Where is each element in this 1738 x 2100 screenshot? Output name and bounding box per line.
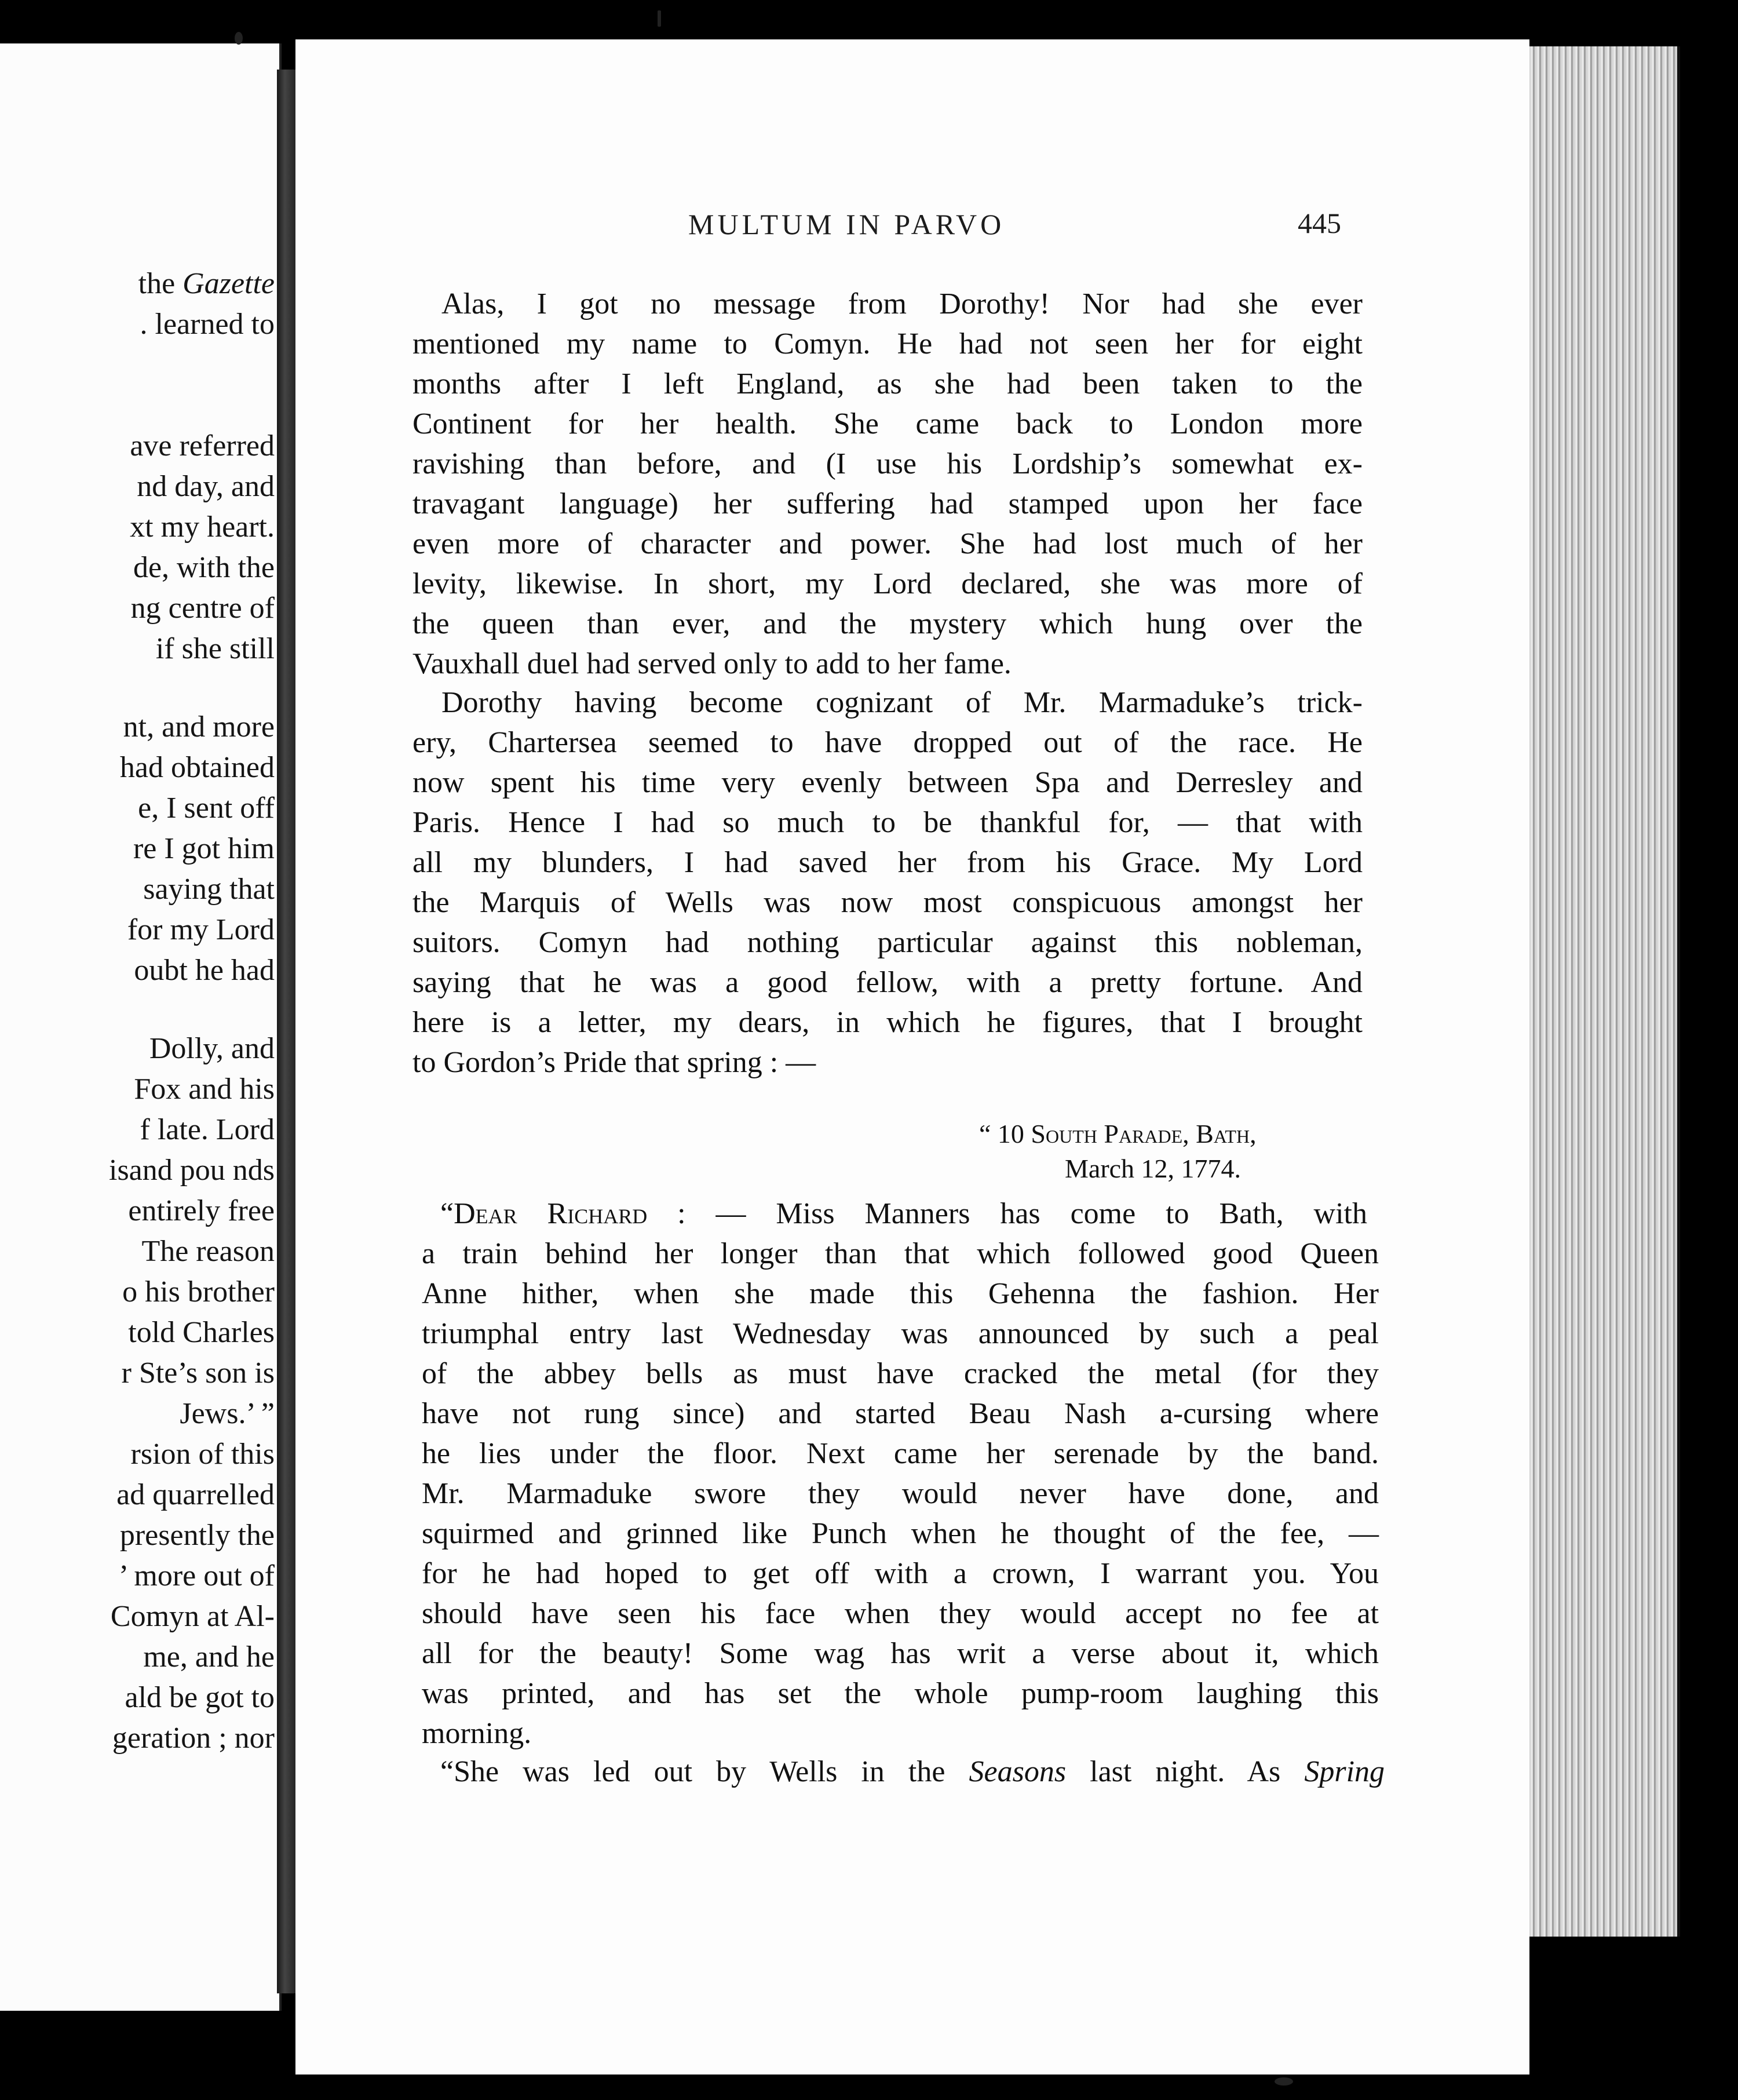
final-line-italic-spring: Spring bbox=[1304, 1755, 1385, 1788]
left-page-line: Comyn at Al- bbox=[110, 1600, 275, 1633]
p1-line: travagant language) her suffering had stamped upon her face bbox=[412, 487, 1363, 520]
left-page-line: ad quarrelled bbox=[116, 1478, 275, 1511]
left-page-line: presently the bbox=[119, 1519, 275, 1552]
letter-line: of the abbey bells as must have cracked the metal (for they bbox=[422, 1357, 1379, 1390]
left-page-line: de, with the bbox=[133, 551, 275, 584]
left-page-line: rsion of this bbox=[130, 1438, 275, 1471]
book-gutter bbox=[277, 70, 297, 1993]
letter-final-line bbox=[440, 1755, 1385, 1789]
p1-line: mentioned my name to Comyn. He had not seen her for eight bbox=[412, 327, 1363, 360]
p2-line: Dorothy having become cognizant of Mr. Marmaduke’s trick- bbox=[441, 686, 1363, 719]
left-page-line: told Charles bbox=[128, 1316, 275, 1349]
letter-salutation: “Dear Richard : — bbox=[440, 1197, 746, 1230]
scan-speck bbox=[1275, 2077, 1293, 2086]
left-page-line: for my Lord bbox=[127, 913, 275, 946]
letter-line: squirmed and grinned like Punch when he thought of the fee, — bbox=[422, 1517, 1379, 1550]
letter-line: a train behind her longer than that which followed good Queen bbox=[422, 1237, 1379, 1270]
p1-line: ravishing than before, and (I use his Lordship’s somewhat ex- bbox=[412, 447, 1363, 480]
letter-line: morning. bbox=[422, 1717, 532, 1750]
p2-line: here is a letter, my dears, in which he figures, that I brought bbox=[412, 1006, 1363, 1039]
p1-line: the queen than ever, and the mystery which hung over the bbox=[412, 607, 1363, 640]
left-page-line: . learned to bbox=[140, 308, 275, 341]
p2-line: suitors. Comyn had nothing particular against this nobleman, bbox=[412, 926, 1363, 959]
letter-line: all for the beauty! Some wag has writ a verse about it, which bbox=[422, 1637, 1379, 1670]
letter-line: for he had hoped to get off with a crown, I warrant you. You bbox=[422, 1557, 1379, 1590]
left-page-line: had obtained bbox=[119, 751, 275, 784]
left-page-line: o his brother bbox=[122, 1275, 275, 1308]
p1-line: levity, likewise. In short, my Lord declared, she was more of bbox=[412, 567, 1363, 600]
letter-line: have not rung since) and started Beau Nash a-cursing where bbox=[422, 1397, 1379, 1430]
p2-line: to Gordon’s Pride that spring : — bbox=[412, 1046, 816, 1079]
p1-line: Alas, I got no message from Dorothy! Nor had she ever bbox=[441, 287, 1363, 320]
letter-first-line bbox=[440, 1197, 1367, 1231]
p1-line: months after I left England, as she had been taken to the bbox=[412, 367, 1363, 400]
scan-speck bbox=[235, 32, 243, 45]
left-page-line: ’ more out of bbox=[118, 1559, 275, 1592]
left-page-line: The reason bbox=[141, 1235, 275, 1268]
p2-line: saying that he was a good fellow, with a pretty fortune. And bbox=[412, 966, 1363, 999]
left-page-line: ng centre of bbox=[130, 592, 275, 625]
left-page-line: if she still bbox=[155, 632, 275, 665]
page-number: 445 bbox=[1298, 207, 1341, 239]
left-page-line: e, I sent off bbox=[138, 792, 275, 825]
p2-line: Paris. Hence I had so much to be thankful for, — that with bbox=[412, 806, 1363, 839]
left-page-line: r Ste’s son is bbox=[121, 1357, 275, 1390]
letter-line: Mr. Marmaduke swore they would never have done, and bbox=[422, 1477, 1379, 1510]
p2-line: all my blunders, I had saved her from his Grace. My Lord bbox=[412, 846, 1363, 879]
left-page-line: Dolly, and bbox=[149, 1032, 275, 1065]
left-page-line: f late. Lord bbox=[140, 1113, 275, 1146]
letter-line: was printed, and has set the whole pump-room laughing this bbox=[422, 1677, 1379, 1710]
left-page-line: geration ; nor bbox=[112, 1722, 275, 1755]
p1-line: even more of character and power. She had lost much of her bbox=[412, 527, 1363, 560]
dateline-address-text: “ 10 South Parade, Bath, bbox=[979, 1119, 1257, 1149]
final-line-italic-seasons: Seasons bbox=[969, 1755, 1067, 1788]
left-page-line: re I got him bbox=[133, 832, 275, 865]
left-page-line: the Gazette bbox=[138, 267, 275, 300]
left-page-line: oubt he had bbox=[134, 954, 275, 987]
left-page bbox=[0, 43, 282, 2011]
letter-line: should have seen his face when they would accept no fee at bbox=[422, 1597, 1379, 1630]
scan-speck bbox=[658, 10, 661, 27]
p2-line: now spent his time very evenly between Spa and Derresley and bbox=[412, 766, 1363, 799]
left-page-line: saying that bbox=[143, 873, 275, 906]
left-page-line: me, and he bbox=[143, 1640, 275, 1674]
left-page-line: isand pou nds bbox=[109, 1154, 275, 1187]
letter-line: Anne hither, when she made this Gehenna the fashion. Her bbox=[422, 1277, 1379, 1310]
page-edges bbox=[1529, 46, 1680, 1937]
final-line-start: “She was led out by Wells in the bbox=[440, 1755, 945, 1788]
running-head: MULTUM IN PARVO bbox=[688, 208, 1005, 240]
left-page-line: entirely free bbox=[128, 1194, 275, 1227]
dateline-date bbox=[1065, 1153, 1241, 1184]
p2-line: the Marquis of Wells was now most conspicuous amongst her bbox=[412, 886, 1363, 919]
p1-line: Vauxhall duel had served only to add to her fame. bbox=[412, 647, 1012, 680]
letter-line: triumphal entry last Wednesday was announced by such a peal bbox=[422, 1317, 1379, 1350]
left-page-line: Jews.’ ” bbox=[180, 1397, 275, 1430]
dateline-address bbox=[979, 1118, 1257, 1149]
dateline-date-text: March 12, 1774. bbox=[1065, 1154, 1242, 1183]
left-page-line: Fox and his bbox=[134, 1073, 275, 1106]
letter-first-line-text: Miss Manners has come to Bath, with bbox=[776, 1197, 1368, 1230]
p2-line: ery, Chartersea seemed to have dropped out of the race. He bbox=[412, 726, 1363, 759]
left-page-line: nd day, and bbox=[137, 470, 275, 503]
left-page-line: ald be got to bbox=[125, 1681, 275, 1714]
letter-line: he lies under the floor. Next came her serenade by the band. bbox=[422, 1437, 1379, 1470]
p1-line: Continent for her health. She came back to London more bbox=[412, 407, 1363, 440]
left-page-line: nt, and more bbox=[123, 710, 275, 743]
final-line-mid: last night. As bbox=[1090, 1755, 1281, 1788]
left-page-line: ave referred bbox=[130, 429, 275, 462]
left-page-line: xt my heart. bbox=[130, 511, 275, 544]
